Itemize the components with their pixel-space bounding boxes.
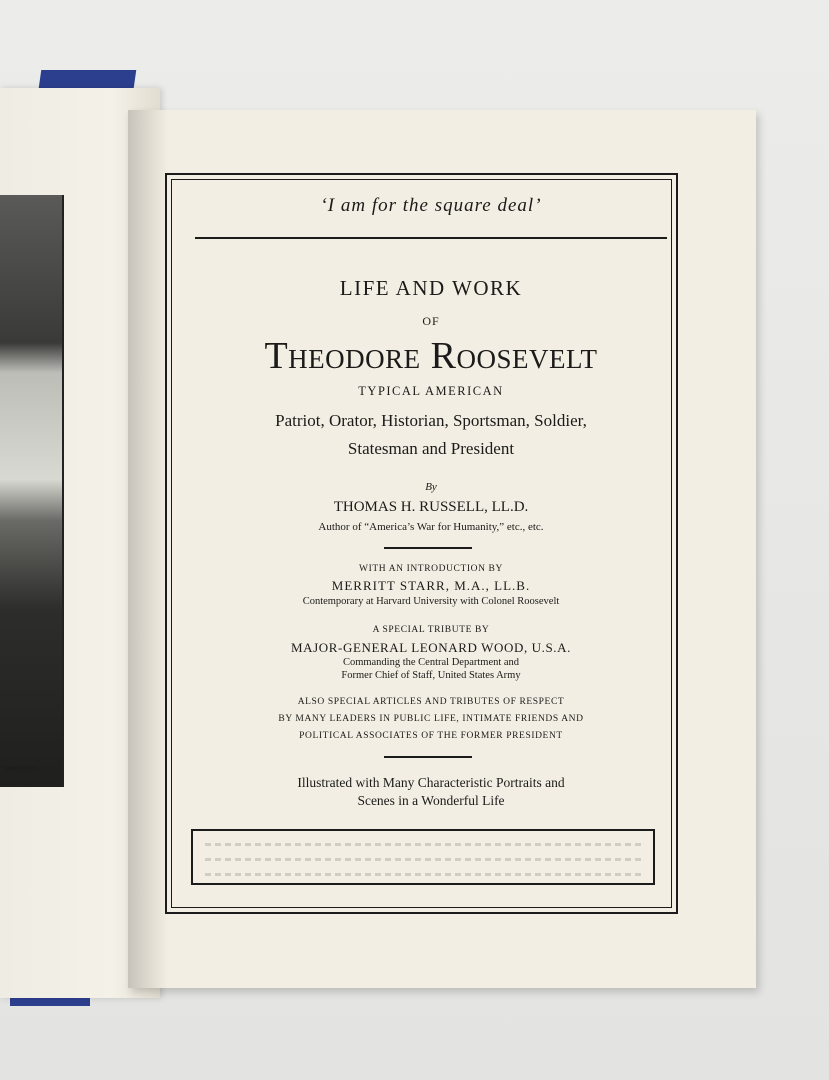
intro-label: WITH AN INTRODUCTION BY [359,564,503,574]
photo-caption: RWOOD [6,766,36,773]
also-line-1: ALSO SPECIAL ARTICLES AND TRIBUTES OF RESPECT [297,697,565,707]
author-name: THOMAS H. RUSSELL, LL.D. [333,499,529,515]
publisher-box [191,829,655,885]
motto: ‘I am for the square deal’ [320,195,542,216]
bleed-through-text [205,843,645,846]
author-credit: Author of “America’s War for Humanity,” etc., etc. [318,521,544,533]
divider-rule-1 [384,547,472,549]
also-line-2: BY MANY LEADERS IN PUBLIC LIFE, INTIMATE FRIENDS AND [278,714,584,724]
tribute-description-2: Former Chief of Staff, United States Army [341,670,521,681]
roles-line-2: Statesman and President [347,439,515,458]
page-gutter-shadow [128,110,168,988]
heading: LIFE AND WORK [339,276,523,300]
tribute-description-1: Commanding the Central Department and [342,657,520,668]
also-line-3: POLITICAL ASSOCIATES OF THE FORMER PRESIDENT [299,731,563,741]
bleed-through-text [205,873,645,876]
intro-description: Contemporary at Harvard University with Colonel Roosevelt [302,596,560,607]
subject-name: Theodore Roosevelt [264,335,598,377]
by-label: By [425,481,437,493]
tribute-name: MAJOR-GENERAL LEONARD WOOD, U.S.A. [290,640,572,655]
bleed-through-text [205,858,645,861]
motto-rule [195,237,667,239]
divider-rule-2 [384,756,472,758]
of-label: OF [422,314,440,328]
book-cover-edge-top [39,70,137,88]
intro-name: MERRITT STARR, M.A., LL.B. [331,578,531,593]
illustrated-line-1: Illustrated with Many Characteristic Portraits and [297,775,565,790]
roles-line-1: Patriot, Orator, Historian, Sportsman, Soldier, [275,411,587,430]
illustrated-line-2: Scenes in a Wonderful Life [357,793,505,808]
frontispiece-photo [0,195,64,787]
subtitle: TYPICAL AMERICAN [358,384,504,398]
tribute-label: A SPECIAL TRIBUTE BY [372,625,490,635]
